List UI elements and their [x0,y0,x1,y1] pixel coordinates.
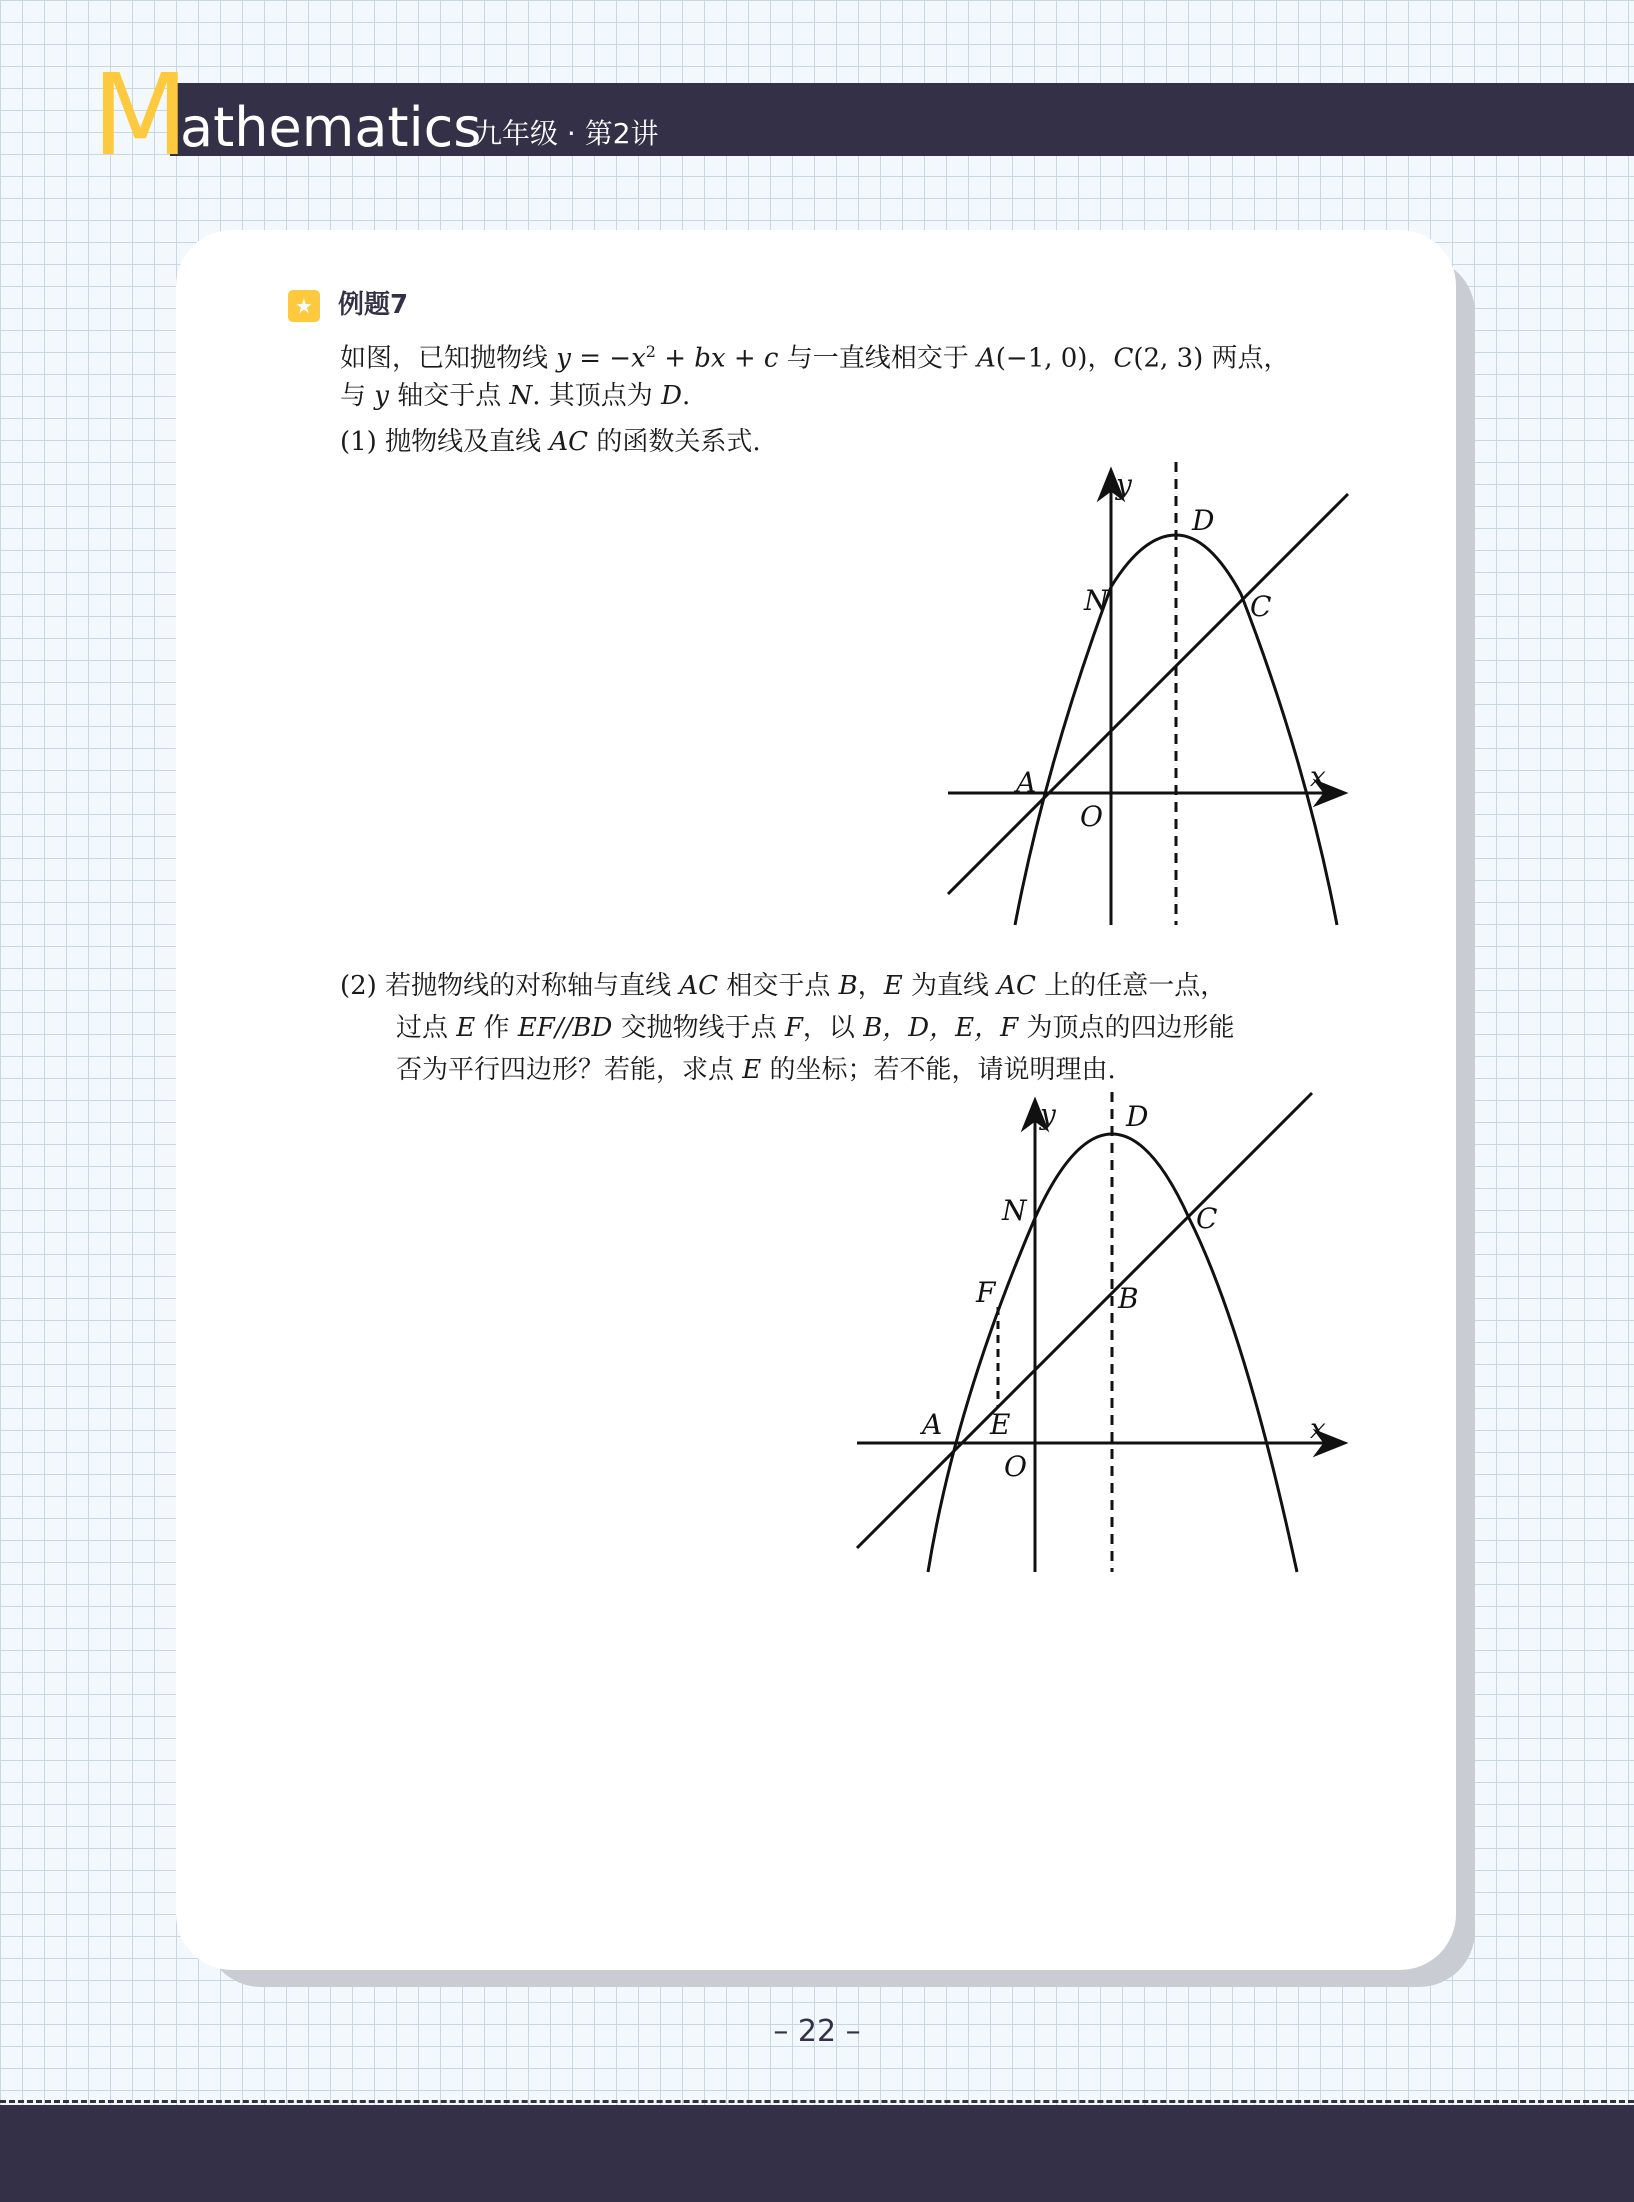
question-2-line-3: 否为平行四边形？若能，求点 E 的坐标；若不能，请说明理由. [396,1055,1116,1085]
intro-line-2: 与 y 轴交于点 N. 其顶点为 D. [340,381,691,411]
fig1-label-d: D [1192,504,1215,537]
footer-bar [0,2105,1634,2202]
fig2-label-d: D [1126,1100,1149,1133]
fig2-label-f: F [976,1276,996,1309]
fig1-label-a: A [1016,766,1037,799]
fig1-label-c: C [1250,590,1272,623]
fig2-label-y: y [1040,1098,1056,1131]
question-1: (1) 抛物线及直线 AC 的函数关系式. [340,427,761,457]
fig2-label-n: N [1002,1194,1027,1227]
fig1-label-y: y [1116,468,1132,501]
fig1-label-o: O [1080,800,1103,833]
page-number: – 22 – [773,2014,861,2049]
fig2-label-e: E [990,1408,1011,1441]
header-title: athematics [180,96,482,159]
header-initial: M [92,51,189,181]
fig2-label-x: x [1310,1412,1326,1445]
fig2-label-c: C [1196,1202,1218,1235]
example-title: 例题7 [338,290,409,320]
fig1-label-x: x [1310,760,1326,793]
star-icon: ★ [288,290,320,322]
fig2-label-o: O [1004,1450,1027,1483]
fig1-label-n: N [1084,584,1109,617]
fig2-label-b: B [1118,1282,1139,1315]
footer-divider [0,2100,1634,2103]
question-2-line-1: (2) 若抛物线的对称轴与直线 AC 相交于点 B，E 为直线 AC 上的任意一点， [340,971,1227,1001]
intro-line-1: 如图，已知抛物线 $y = -x^2$ + bx + c 与一直线相交于 A(−1, 0)，C(2, 3) 两点， [340,342,1290,374]
fig2-line-ac [857,1093,1312,1548]
fig2-label-a: A [922,1408,943,1441]
question-2-line-2: 过点 E 作 EF//BD 交抛物线于点 F，以 B，D，E，F 为顶点的四边形能 [396,1013,1235,1043]
header-grade: 九年级 · 第2讲 [474,117,659,150]
